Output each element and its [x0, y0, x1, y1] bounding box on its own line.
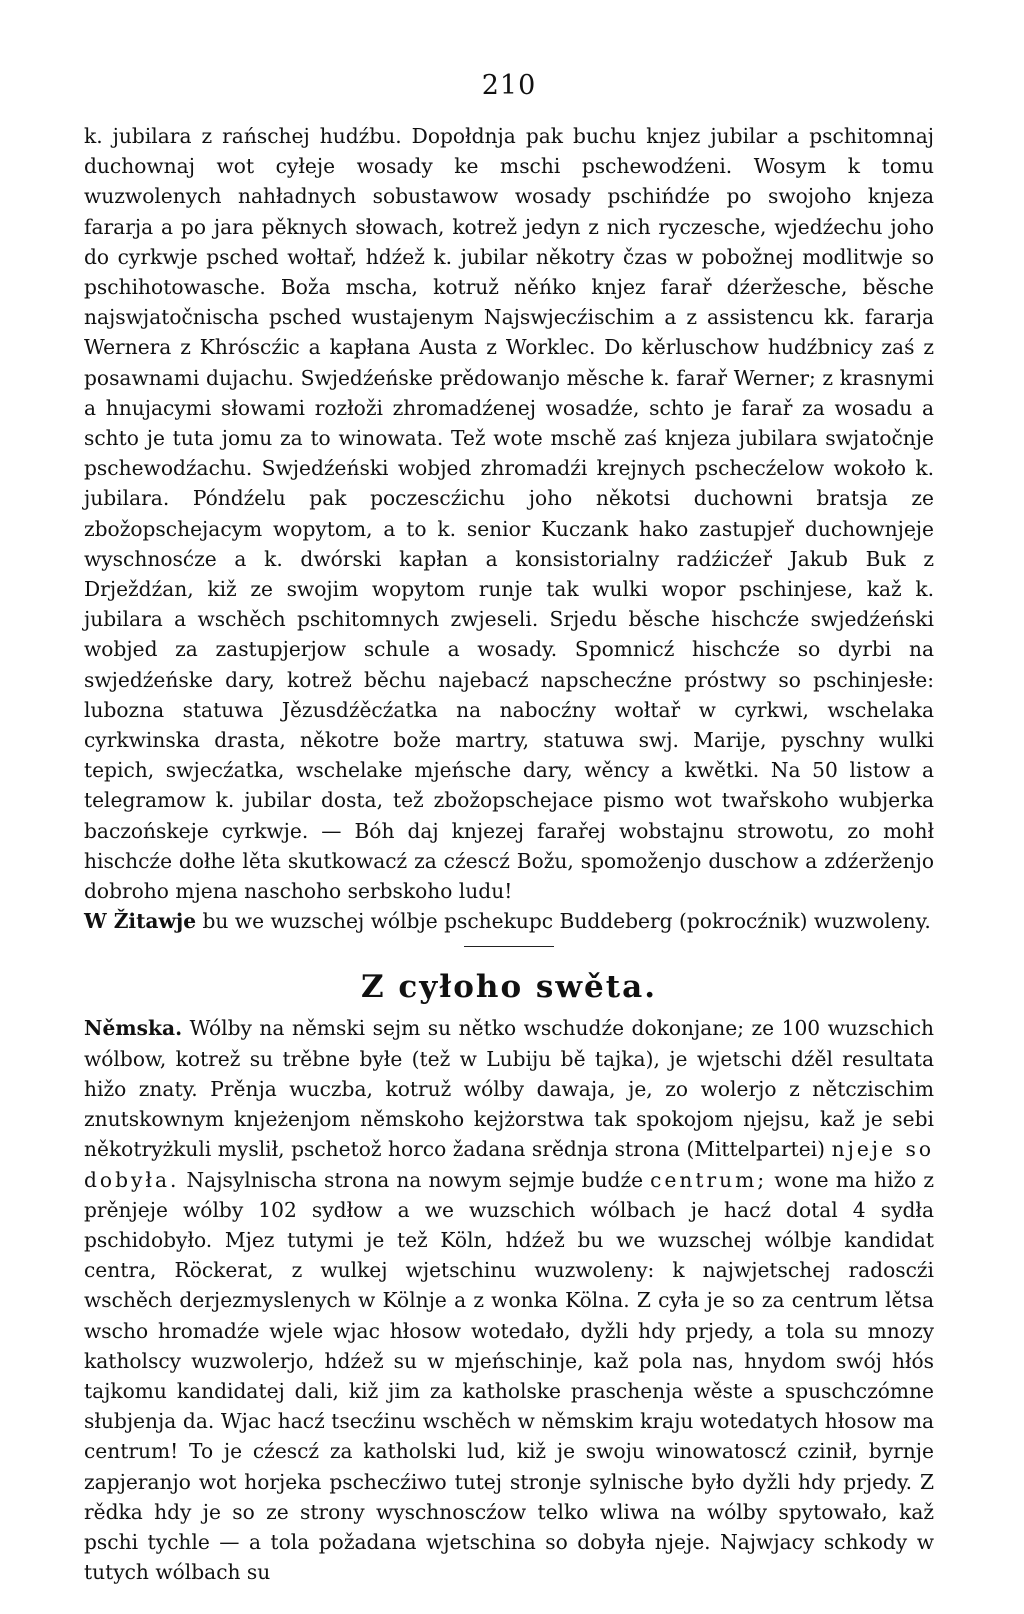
page-number: 210	[481, 70, 537, 101]
germany-text-part2: Najsylnischa strona na nowym sejmje budźe	[179, 1167, 651, 1192]
germany-lead: Němska.	[84, 1016, 183, 1041]
article-zittau-paragraph	[84, 906, 934, 936]
section-divider	[464, 946, 554, 947]
zittau-lead: W Žitawje	[84, 909, 197, 934]
germany-text-part1: Wólby na němski sejm su nětko wschudźe dokonjane; ze 100 wuzschich wólbow, kotrež su trěbne byłe (tež w Lubiju bě tajka), je wjetschi dźěl resultata hižo znaty. Prěnja wuczba, kotruž wólby dawaja, je, zo wolerjo z nětczischim znutskownym knjeżenjom němskoho kejżorstwa tak spokojom njejsu, kaž je sebi někotryżkuli myslił, pschetož horco žadana srědnja strona (Mittelpartei)	[84, 1016, 934, 1162]
germany-spaced-1: njeje so dobyła.	[84, 1137, 934, 1192]
article-jubilee-paragraph: k. jubilara z rańschej hudźbu. Dopołdnja pak buchu knjez jubilar a pschitomnaj duchownaj wot cyłeje wosady ke mschi pschewodźeni. Wosym k tomu wuzwolenych nahładnych sobustawow wosady pschińdźe po swojoho knjeza fararja a po jara pěknych słowach, kotrež jedyn z nich ryczesche, wjedźechu joho do cyrkwje psched wołtař, hdźež k. jubilar někotry čzas w pobožnej modlitwje so pschihotowasche. Boža mscha, kotruž něńko knjez farař dźeržesche, běsche najswjatočnischa psched wustajenym Najswjecźischim a z assistencu kk. fararja Wernera z Khróscźic a kapłana Austa z Worklec. Do kěrluschow hudźbnicy zaś z posawnami dujachu. Swjedźeńske prědowanjo měsche k. farař Werner; z krasnymi a hnujacymi słowami rozłoži zhromadźenej wosadźe, schto je farař za wosadu a schto je tuta jomu za to winowata. Tež wote mschě zaś knjeza jubilara swjatočnje pschewodźachu. Swjedźeński wobjed zhromadźi krejnych pschecźelow wokoło k. jubilara. Póndźelu pak poczescźichu joho někotsi duchowni bratsja ze zbožopschejacym wopytom, a to k. senior Kuczank hako zastupjeř duchownjeje wyschnosćze a k. dwórski kapłan a konsistorialny radźicźeř Jakub Buk z Drježdźan, kiž ze swojim wopytom runje tak wulki wopor pschinjese, kaž k. jubilara a wschěch pschitomnych zwjeseli. Srjedu běsche hischcźe swjedźeński wobjed za zastupjerjow schule a wosady. Spomnicź hischcźe so dyrbi na swjedźeńske dary, kotrež běchu najebacź napschecźne próstwy so pschinjesłe: lubozna statuwa Jězusdźěcźatka na nabocźny wołtař w cyrkwi, wschelaka cyrkwinska drasta, někotre bože martry, statuwa swj. Marije, pyschny wulki tepich, swjecźatka, wschelake mjeńsche dary, wěncy a kwětki. Na 50 listow a telegramow k. jubilar dosta, tež zbožopschejace pismo wot twařskoho wubjerka baczońskeje cyrkwje. — Bóh daj knjezej farařej wobstajnu strowotu, zo mohł hischcźe dołhe lěta skutkowacź za cźescź Božu, spomoženjo duschow a zdźerženjo dobroho mjena naschoho serbskoho ludu!	[84, 124, 934, 904]
document-page	[84, 70, 934, 1587]
article-germany-paragraph	[84, 1013, 934, 1587]
zittau-text: bu we wuzschej wólbje pschekupc Buddeberg (pokrocźnik) wuzwoleny.	[196, 909, 931, 934]
section-heading: Z cyłoho swěta.	[361, 969, 657, 1006]
germany-text-part3: wone ma hižo z prěnjeje wólby 102 sydłow a we wuzschich wólbach je hacź dotal 4 sydła pschidobyło. Mjez tutymi je tež Köln, hdźež bu we wuzschej wólbje kandidat centra, Röckerat, z wulkej wjetschinu wuzwoleny: k najwjetschej radoscźi wschěch derjezmyslenych w Kölnje a z wonka Kölna. Z cyła je so za centrum lětsa wscho hromadźe wjele wjac hłosow wotedało, dyžli hdy prjedy, a tola su mnozy katholscy wuzwolerjo, hdźež su w mjeńschinje, kaž pola nas, hnydom swój hłós tajkomu kandidatej dali, kiž jim za katholske praschenja wěste a spuschczómne słubjenja da. Wjac hacź tsecźinu wschěch w němskim kraju wotedatych hłosow ma centrum! To je cźescź za katholski lud, kiž je swoju winowatoscź czinił, byrnje zapjeranjo wot horjeka pschecźiwo tutej stronje sylnische było dyžli hdy prjedy. Z rědka hdy je so ze strony wyschnoscźow telko wliwa na wólby spytowało, kaž pschi tychle — a tola požadana wjetschina so dobyła njeje. Najwjacy schkody w tutych wólbach su	[84, 1167, 934, 1585]
germany-spaced-2: centrum;	[650, 1167, 768, 1192]
